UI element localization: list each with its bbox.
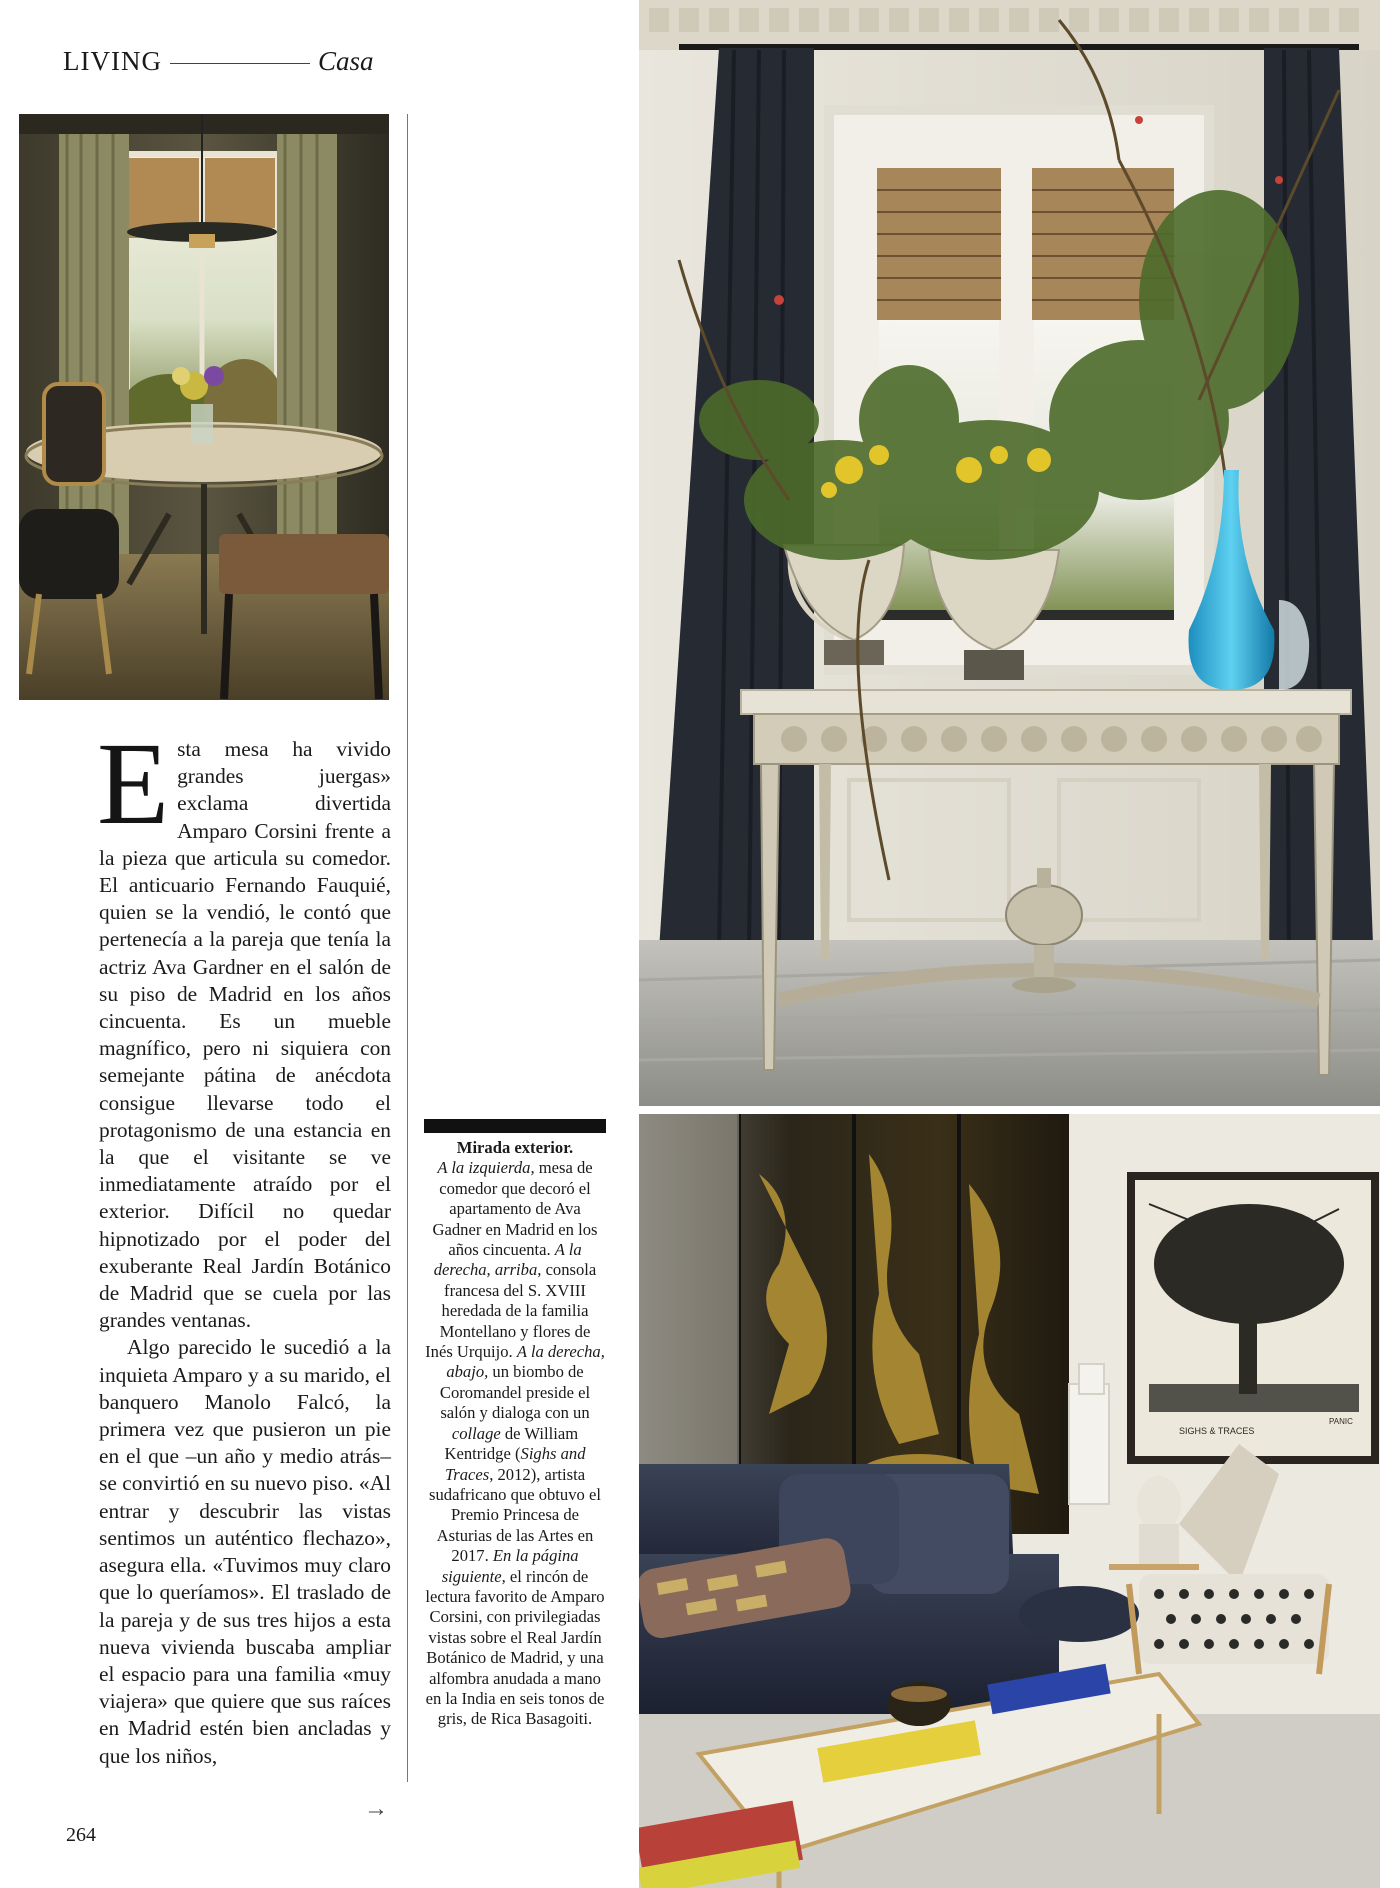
caption-text-right-bottom-b: de William Kentridge ( (444, 1423, 579, 1464)
drop-cap: E (97, 718, 170, 849)
artwork-label: SIGHS & TRACES (1179, 1426, 1255, 1436)
article-paragraph-1 (97, 718, 391, 1334)
caption-label-right-bottom: A la derecha, abajo, (446, 1342, 605, 1382)
dining-room-photo (19, 114, 389, 700)
page-number: 264 (66, 1824, 96, 1846)
caption-label-left: A la izquierda, (437, 1158, 535, 1178)
caption-text-next-page: el rincón de lectura favorito de Amparo Corsini, con privilegiadas vistas sobre el Real Jardín Botánico de Madrid, y una alfombra anudada a mano en la India en seis tonos de gris, de Rica Basagoiti. (425, 1566, 605, 1729)
caption-text-right-bottom-a: un biombo de Coromandel preside el salón y dialoga con un (439, 1362, 591, 1423)
column-divider (407, 114, 408, 1782)
caption-title: Mirada exterior. (456, 1138, 574, 1157)
console-table-photo (639, 0, 1380, 1106)
living-room-photo (639, 1114, 1380, 1888)
section-header (63, 46, 374, 76)
header-rule (170, 63, 310, 64)
caption-text-right-bottom-c: , 2012), artista sudafricano que obtuvo el Premio Princesa de Asturias de las Artes en 2017. (429, 1464, 601, 1566)
article-paragraph-2: Algo parecido le sucedió a la inquieta Amparo y a su marido, el banquero Manolo Falcó, la primera vez que pusieron un pie en el que –un año y medio atrás– se convirtió en su nuevo piso. «Al entrar y descubrir las vistas sentimos un auténtico flechazo», asegura ella. «Tuvimos muy claro que lo queríamos». El traslado de la pareja y de sus tres hijos a esta nueva vivienda buscaba ampliar el espacio para una familia «muy viajera» que quiere que sus raíces en Madrid estén bien ancladas y que los niños, (99, 1335, 391, 1768)
paragraph-1-text: sta mesa ha vivido grandes juergas» exclama divertida Amparo Corsini frente a la pieza que articula su comedor. El anticuario Fernando Fauquié, quien se la vendió, le contó que pertenecía a la pareja que tenía la actriz Ava Gardner en el salón de su piso de Madrid en los años cincuenta. Es un mueble magnífico, pero ni siquiera con semejante pátina de anécdota consigue llevarse todo el protagonismo de una estancia en la que el visitante se ve inmediatamente atraído por el exterior. Difícil no quedar hipnotizado por el poder del exuberante Real Jardín Botánico de Madrid que se cuela por las grandes ventanas. (99, 737, 391, 1333)
caption-label-next-page: En la página siguiente, (441, 1546, 579, 1586)
photo-caption (424, 1138, 606, 1730)
caption-text-left: mesa de comedor que decoró el apartamento de Ava Gadner en Madrid en los años cincuenta. (432, 1158, 598, 1260)
caption-label-right-top: A la derecha, arriba, (433, 1240, 582, 1280)
artwork-label-2: PANIC (1329, 1417, 1353, 1426)
caption-collage: collage (451, 1423, 501, 1443)
subsection-label: Casa (317, 45, 374, 76)
continue-arrow-icon: → (364, 1796, 388, 1822)
caption-work-title: Sighs and Traces (444, 1444, 586, 1484)
caption-bar (424, 1119, 606, 1133)
article-body (97, 718, 391, 1770)
section-label: LIVING (63, 45, 162, 76)
caption-text-right-top: consola francesa del S. XVIII heredada de la familia Montellano y flores de Inés Urquijo. (425, 1260, 597, 1362)
